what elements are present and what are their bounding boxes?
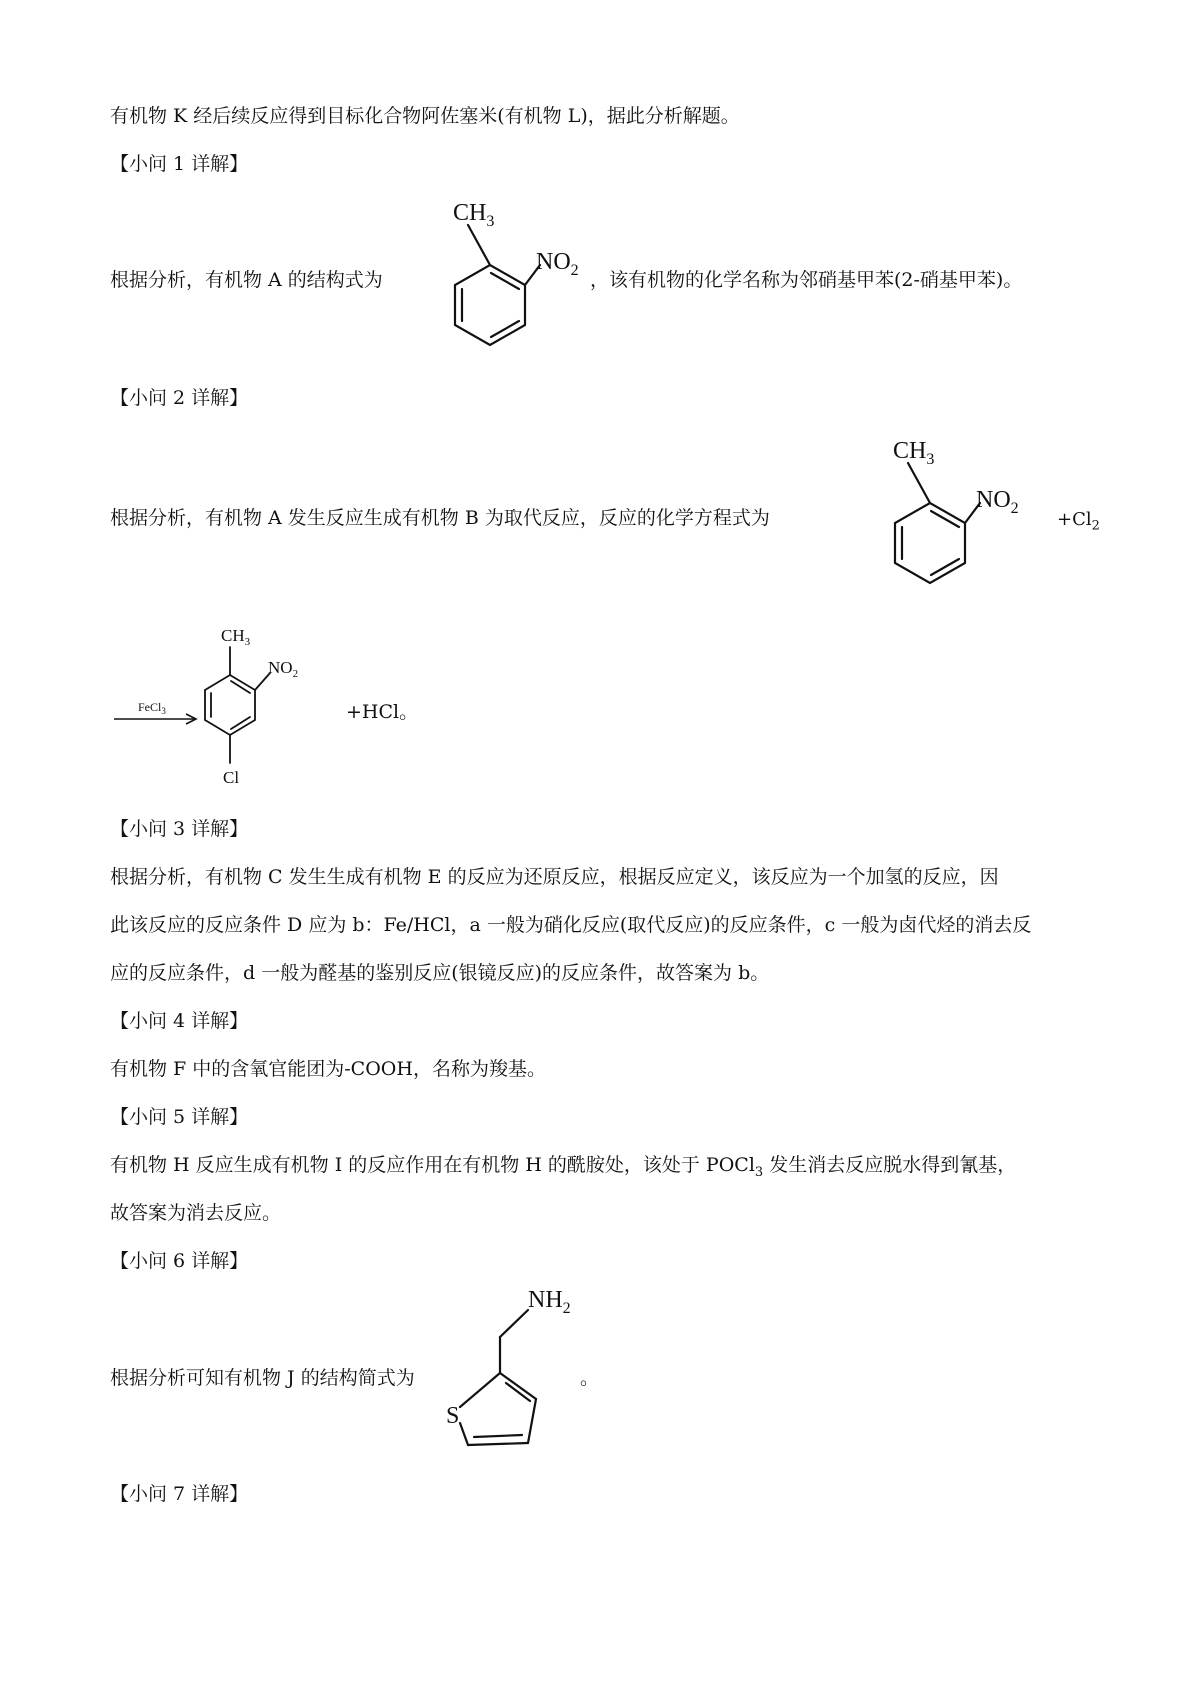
q5-heading: 【小问 5 详解】 bbox=[110, 1106, 249, 1128]
q5-line-1: 有机物 H 反应生成有机物 I 的反应作用在有机物 H 的酰胺处，该处于 POCl$_3$ 发生消去反应脱水得到氰基， bbox=[110, 1154, 1017, 1180]
q2-heading: 【小问 2 详解】 bbox=[110, 387, 249, 409]
structure-thiophene-methanamine bbox=[440, 1285, 600, 1465]
q2-reagent-cl2: $+Cl_2$ bbox=[1057, 509, 1100, 534]
q4-heading: 【小问 4 详解】 bbox=[110, 1010, 249, 1032]
q3-heading: 【小问 3 详解】 bbox=[110, 818, 249, 840]
q1-text-before: 根据分析，有机物 A 的结构式为 bbox=[110, 269, 383, 291]
ch3-label: $CH_3$ bbox=[453, 200, 495, 230]
svg-text:NO2: $NO_2$ bbox=[268, 658, 299, 680]
structure-reactant-o-nitrotoluene bbox=[850, 433, 1050, 613]
q7-heading: 【小问 7 详解】 bbox=[110, 1483, 249, 1505]
structure-product-chloro-nitrotoluene bbox=[190, 625, 350, 795]
nh2-label: $NH_2$ bbox=[528, 1287, 571, 1317]
intro-text: 有机物 K 经后续反应得到目标化合物阿佐塞米(有机物 L)，据此分析解题。 bbox=[110, 105, 740, 127]
catalyst-label: FeCl$_3$ bbox=[138, 700, 166, 716]
q6-text-before: 根据分析可知有机物 J 的结构简式为 bbox=[110, 1367, 415, 1389]
q5-line-2: 故答案为消去反应。 bbox=[110, 1202, 282, 1224]
svg-text:CH3: $CH_3$ bbox=[893, 438, 935, 468]
svg-text:CH3: $CH_3$ bbox=[221, 626, 251, 648]
q2-text-before: 根据分析，有机物 A 发生反应生成有机物 B 为取代反应，反应的化学方程式为 bbox=[110, 507, 770, 529]
q6-heading: 【小问 6 详解】 bbox=[110, 1250, 249, 1272]
no2-label: $NO_2$ bbox=[536, 249, 579, 279]
q3-line-1: 根据分析，有机物 C 发生生成有机物 E 的反应为还原反应，根据反应定义，该反应为一个加氢的反应，因 bbox=[110, 866, 999, 888]
q3-line-3: 应的反应条件，d 一般为醛基的鉴别反应(银镜反应)的反应条件，故答案为 b。 bbox=[110, 962, 770, 984]
q6-text-after: 。 bbox=[580, 1367, 600, 1389]
q4-text: 有机物 F 中的含氧官能团为-COOH，名称为羧基。 bbox=[110, 1058, 546, 1080]
q1-text-after: ，该有机物的化学名称为邻硝基甲苯(2-硝基甲苯)。 bbox=[590, 269, 1023, 291]
q3-line-2: 此该反应的反应条件 D 应为 b：Fe/HCl，a 一般为硝化反应(取代反应)的反应条件，c 一般为卤代烃的消去反 bbox=[110, 914, 1032, 936]
svg-text:Cl: Cl bbox=[223, 768, 240, 787]
q1-heading: 【小问 1 详解】 bbox=[110, 153, 249, 175]
svg-text:NO2: $NO_2$ bbox=[976, 487, 1019, 517]
structure-o-nitrotoluene bbox=[410, 195, 610, 375]
sulfur-label: S bbox=[446, 1403, 460, 1429]
q2-product-hcl: +HCl。 bbox=[346, 701, 419, 723]
